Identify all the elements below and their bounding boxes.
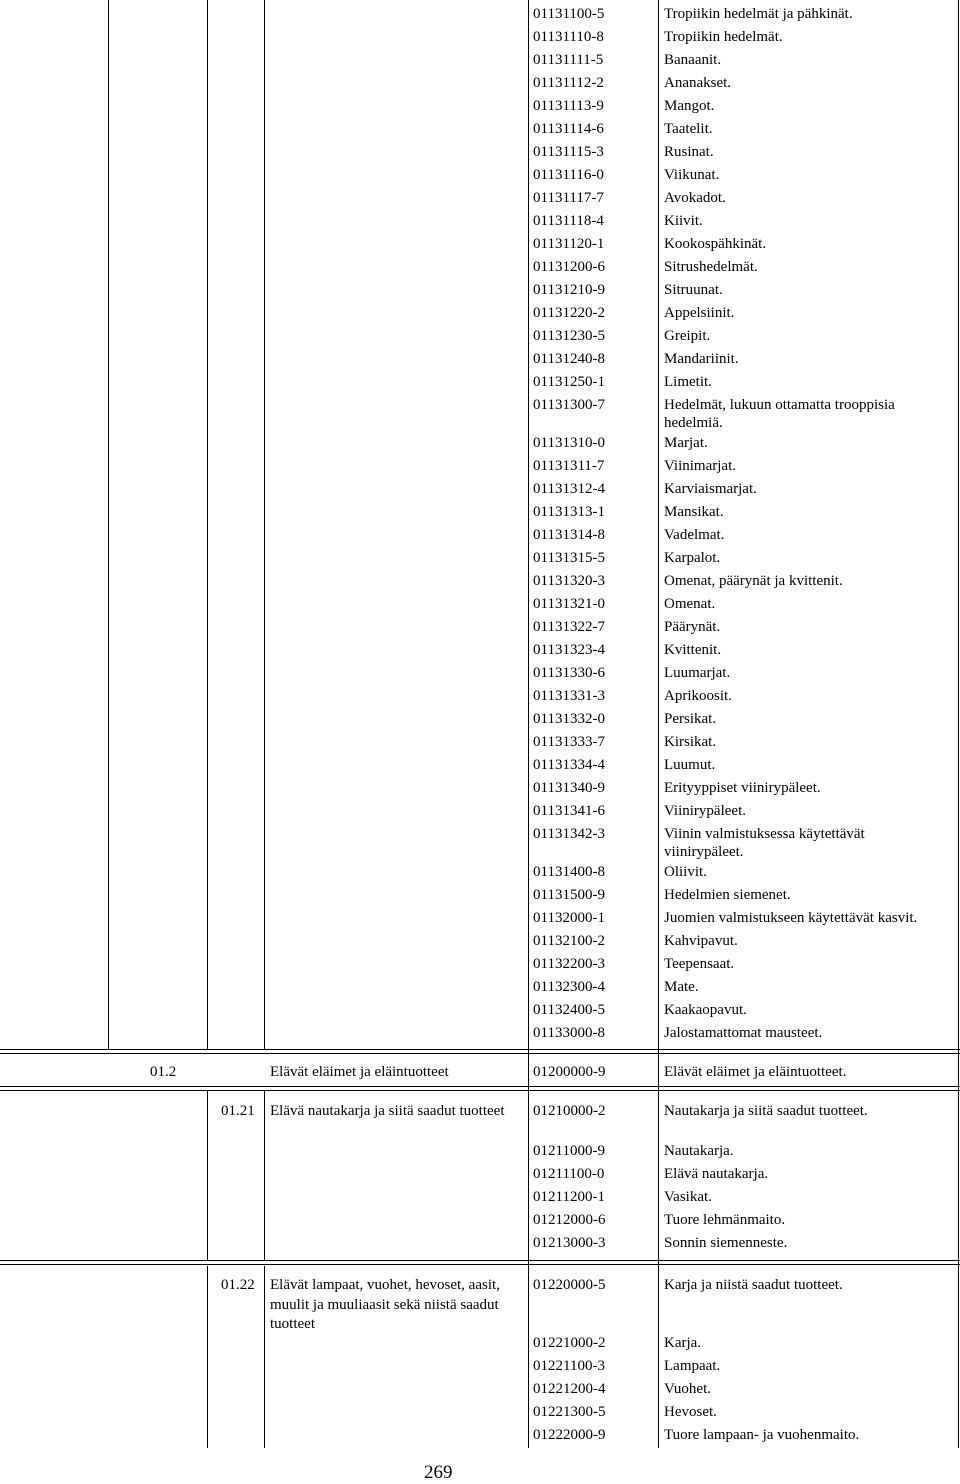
- cpv-description: Jalostamattomat mausteet.: [664, 1025, 823, 1041]
- column-border: [264, 1266, 265, 1448]
- category-code: 01.21: [221, 1103, 255, 1119]
- cpv-code: 01131100-5: [533, 6, 605, 22]
- cpv-description: Oliivit.: [664, 864, 707, 880]
- cpv-code: 01131113-9: [533, 98, 604, 114]
- column-border: [207, 0, 208, 1050]
- cpv-description: Hedelmien siemenet.: [664, 887, 791, 903]
- cpv-code: 01131312-4: [533, 481, 605, 497]
- column-border: [207, 1266, 208, 1448]
- row-divider: [0, 1090, 960, 1091]
- cpv-description: Viinin valmistuksessa käytettävät viinirypäleet.: [664, 826, 865, 860]
- cpv-code: 01131314-8: [533, 527, 605, 543]
- cpv-description: Mandariinit.: [664, 351, 739, 367]
- cpv-code: 01131300-7: [533, 397, 605, 413]
- row-divider: [0, 1053, 960, 1054]
- cpv-code: 01221100-3: [533, 1358, 605, 1374]
- cpv-code: 01132100-2: [533, 933, 605, 949]
- cpv-code: 01131321-0: [533, 596, 605, 612]
- cpv-code: 01131322-7: [533, 619, 605, 635]
- cpv-code: 01131114-6: [533, 121, 604, 137]
- cpv-code: 01131320-3: [533, 573, 605, 589]
- cpv-description: Karpalot.: [664, 550, 721, 566]
- cpv-code: 01213000-3: [533, 1235, 606, 1251]
- cpv-code: 01131230-5: [533, 328, 605, 344]
- cpv-description: Sitrushedelmät.: [664, 259, 758, 275]
- cpv-description: Viinimarjat.: [664, 458, 736, 474]
- cpv-code: 01131400-8: [533, 864, 605, 880]
- row-divider: [0, 1086, 960, 1087]
- cpv-code: 01131341-6: [533, 803, 605, 819]
- cpv-description: Lampaat.: [664, 1358, 721, 1374]
- cpv-code: 01131116-0: [533, 167, 604, 183]
- cpv-description: Nautakarja ja siitä saadut tuotteet.: [664, 1103, 868, 1119]
- cpv-description: Kiivit.: [664, 213, 703, 229]
- page-number: 269: [424, 1462, 453, 1483]
- cpv-code: 01131332-0: [533, 711, 605, 727]
- column-border: [958, 0, 959, 1448]
- cpv-description: Kirsikat.: [664, 734, 717, 750]
- cpv-description: Tuore lampaan- ja vuohenmaito.: [664, 1427, 860, 1443]
- cpv-description: Luumarjat.: [664, 665, 731, 681]
- cpv-description: Viinirypäleet.: [664, 803, 746, 819]
- cpv-description: Mansikat.: [664, 504, 724, 520]
- cpv-code: 01221300-5: [533, 1404, 606, 1420]
- cpv-description: Greipit.: [664, 328, 711, 344]
- cpv-code: 01221000-2: [533, 1335, 606, 1351]
- cpv-description: Hevoset.: [664, 1404, 717, 1420]
- cpv-code: 01211200-1: [533, 1189, 605, 1205]
- cpv-description: Juomien valmistukseen käytettävät kasvit.: [664, 910, 918, 926]
- cpv-code: 01131118-4: [533, 213, 604, 229]
- cpv-description: Kaakaopavut.: [664, 1002, 747, 1018]
- category-name: Elävät eläimet ja eläintuotteet: [270, 1064, 449, 1080]
- cpv-description: Tuore lehmänmaito.: [664, 1212, 786, 1228]
- cpv-code: 01131115-3: [533, 144, 604, 160]
- cpv-description: Erityyppiset viinirypäleet.: [664, 780, 821, 796]
- column-border: [264, 1090, 265, 1260]
- cpv-description: Kvittenit.: [664, 642, 722, 658]
- cpv-description: Persikat.: [664, 711, 717, 727]
- cpv-code: 01132000-1: [533, 910, 605, 926]
- cpv-description: Vuohet.: [664, 1381, 712, 1397]
- column-border: [108, 0, 109, 1050]
- cpv-description: Omenat.: [664, 596, 716, 612]
- cpv-code: 01131117-7: [533, 190, 604, 206]
- cpv-code: 01131340-9: [533, 780, 605, 796]
- row-divider: [0, 1264, 960, 1265]
- row-divider: [0, 1260, 960, 1261]
- cpv-description: Luumut.: [664, 757, 716, 773]
- column-border: [207, 1090, 208, 1260]
- cpv-description: Aprikoosit.: [664, 688, 732, 704]
- cpv-description: Taatelit.: [664, 121, 713, 137]
- cpv-description: Mate.: [664, 979, 699, 995]
- cpv-description: Banaanit.: [664, 52, 722, 68]
- cpv-code: 01131310-0: [533, 435, 605, 451]
- cpv-code: 01131323-4: [533, 642, 605, 658]
- cpv-code: 01131111-5: [533, 52, 604, 68]
- cpv-description: Ananakset.: [664, 75, 732, 91]
- cpv-code: 01211000-9: [533, 1143, 605, 1159]
- category-name: Elävä nautakarja ja siitä saadut tuotteet: [270, 1103, 505, 1119]
- cpv-description: Mangot.: [664, 98, 715, 114]
- cpv-code: 01131220-2: [533, 305, 605, 321]
- cpv-code: 01132400-5: [533, 1002, 605, 1018]
- cpv-description: Avokadot.: [664, 190, 726, 206]
- row-divider: [0, 1049, 960, 1050]
- cpv-code: 01131110-8: [533, 29, 604, 45]
- cpv-code: 01212000-6: [533, 1212, 606, 1228]
- cpv-description: Tropiikin hedelmät.: [664, 29, 783, 45]
- cpv-description: Elävä nautakarja.: [664, 1166, 769, 1182]
- cpv-code: 01131342-3: [533, 826, 605, 842]
- category-code: 01.22: [221, 1277, 255, 1293]
- cpv-description: Karja ja niistä saadut tuotteet.: [664, 1277, 843, 1293]
- cpv-description: Kahvipavut.: [664, 933, 738, 949]
- cpv-description: Karviaismarjat.: [664, 481, 757, 497]
- cpv-code: 01131112-2: [533, 75, 604, 91]
- cpv-description: Viikunat.: [664, 167, 720, 183]
- cpv-description: Appelsiinit.: [664, 305, 735, 321]
- cpv-code: 01131334-4: [533, 757, 605, 773]
- cpv-description: Kookospähkinät.: [664, 236, 767, 252]
- cpv-code: 01132200-3: [533, 956, 605, 972]
- cpv-code: 01132300-4: [533, 979, 605, 995]
- cpv-code: 01133000-8: [533, 1025, 605, 1041]
- cpv-description: Teepensaat.: [664, 956, 735, 972]
- cpv-description: Hedelmät, lukuun ottamatta trooppisia hedelmiä.: [664, 397, 895, 431]
- cpv-description: Omenat, päärynät ja kvittenit.: [664, 573, 843, 589]
- cpv-description: Nautakarja.: [664, 1143, 734, 1159]
- cpv-description: Marjat.: [664, 435, 708, 451]
- category-name: Elävät lampaat, vuohet, hevoset, aasit, muulit ja muuliaasit sekä niistä saadut tuotteet: [270, 1277, 500, 1332]
- cpv-description: Karja.: [664, 1335, 702, 1351]
- cpv-code: 01131210-9: [533, 282, 605, 298]
- cpv-code: 01131313-1: [533, 504, 605, 520]
- cpv-description: Vasikat.: [664, 1189, 712, 1205]
- cpv-description: Päärynät.: [664, 619, 721, 635]
- cpv-code: 01220000-5: [533, 1277, 606, 1293]
- cpv-description: Vadelmat.: [664, 527, 725, 543]
- cpv-code: 01131250-1: [533, 374, 605, 390]
- cpv-description: Elävät eläimet ja eläintuotteet.: [664, 1064, 847, 1080]
- cpv-code: 01131315-5: [533, 550, 605, 566]
- cpv-code: 01222000-9: [533, 1427, 606, 1443]
- cpv-code: 01131311-7: [533, 458, 605, 474]
- cpv-code: 01200000-9: [533, 1064, 606, 1080]
- cpv-code: 01131333-7: [533, 734, 605, 750]
- cpv-code: 01131330-6: [533, 665, 605, 681]
- cpv-code: 01211100-0: [533, 1166, 605, 1182]
- cpv-code: 01131120-1: [533, 236, 605, 252]
- cpv-code: 01131200-6: [533, 259, 605, 275]
- cpv-code: 01221200-4: [533, 1381, 606, 1397]
- cpv-code: 01131331-3: [533, 688, 605, 704]
- cpv-description: Rusinat.: [664, 144, 714, 160]
- cpv-description: Tropiikin hedelmät ja pähkinät.: [664, 6, 853, 22]
- cpv-description: Sonnin siemenneste.: [664, 1235, 788, 1251]
- cpv-code: 01131240-8: [533, 351, 605, 367]
- column-border: [264, 0, 265, 1050]
- category-code: 01.2: [150, 1064, 177, 1080]
- column-border: [528, 0, 529, 1448]
- cpv-code: 01131500-9: [533, 887, 605, 903]
- cpv-description: Sitruunat.: [664, 282, 723, 298]
- cpv-description: Limetit.: [664, 374, 712, 390]
- column-border: [658, 0, 659, 1448]
- cpv-code: 01210000-2: [533, 1103, 606, 1119]
